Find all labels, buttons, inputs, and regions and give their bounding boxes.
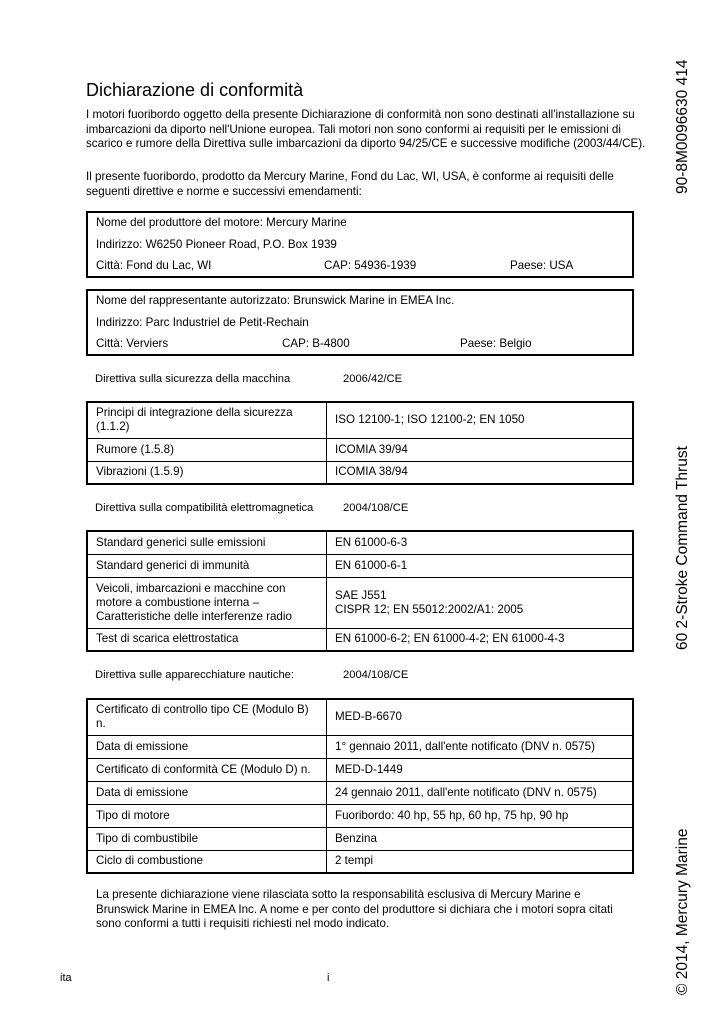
table-cell: Tipo di motore: [87, 804, 327, 827]
footer-language: ita: [60, 972, 72, 984]
table-cell: Veicoli, imbarcazioni e macchine con motore a combustione interna – Caratteristiche delle interferenze radio: [87, 577, 327, 628]
directive-1-table: [86, 401, 634, 485]
manufacturer-city-line: [96, 259, 211, 272]
representative-city-line: [96, 337, 168, 350]
table-cell: Ciclo di combustione: [87, 850, 327, 873]
table-cell: Standard generici di immunità: [87, 554, 327, 577]
manufacturer-box: [86, 211, 634, 278]
manufacturer-name-label: Nome del produttore del motore:: [96, 216, 263, 229]
table-cell: SAE J551 CISPR 12; EN 55012:2002/A1: 2005: [327, 577, 634, 628]
table-row: [87, 531, 633, 554]
manufacturer-cap-line: [324, 259, 416, 272]
directive-2-table: [86, 530, 634, 652]
manufacturer-address: W6250 Pioneer Road, P.O. Box 1939: [145, 238, 337, 251]
manufacturer-country-line: [510, 259, 573, 272]
table-row: [87, 402, 633, 438]
directive-3-code: 2004/108/CE: [343, 669, 409, 681]
table-cell: ISO 12100-1; ISO 12100-2; EN 1050: [327, 402, 634, 438]
manufacturer-country: USA: [549, 259, 574, 272]
table-cell: Data di emissione: [87, 781, 327, 804]
directive-1-code: 2006/42/CE: [343, 373, 403, 385]
table-row: [87, 461, 633, 484]
representative-address: Parc Industriel de Petit-Rechain: [145, 316, 309, 329]
side-doc-number: 90-8M0096630 414: [674, 59, 691, 194]
directive-2-name: Direttiva sulla compatibilità elettromagnetica: [95, 502, 314, 514]
table-cell: Certificato di conformità CE (Modulo D) n.: [87, 758, 327, 781]
footer-page-number: i: [327, 972, 330, 984]
intro-paragraph-2: Il presente fuoribordo, prodotto da Mercury Marine, Fond du Lac, WI, USA, è conforme ai requisiti delle seguenti direttive e norme e successivi emendamenti:: [86, 170, 614, 198]
table-row: [87, 577, 633, 628]
table-row: [87, 781, 633, 804]
table-row: [87, 699, 633, 735]
table-cell: Tipo di combustibile: [87, 827, 327, 850]
table-cell: 24 gennaio 2011, dall'ente notificato (DNV n. 0575): [327, 781, 634, 804]
representative-name-line: [96, 294, 454, 307]
representative-cap-line: [282, 337, 350, 350]
representative-box: [86, 289, 634, 356]
table-cell: Principi di integrazione della sicurezza (1.1.2): [87, 402, 327, 438]
manufacturer-address-label: Indirizzo:: [96, 238, 143, 251]
table-cell: 1° gennaio 2011, dall'ente notificato (DNV n. 0575): [327, 735, 634, 758]
table-cell: Standard generici sulle emissioni: [87, 531, 327, 554]
side-product-name: 60 2-Stroke Command Thrust: [674, 446, 691, 650]
closing-statement: La presente dichiarazione viene rilasciata sotto la responsabilità esclusiva di Mercury Marine e Brunswick Marine in EMEA Inc. A nome e per conto del produttore si dichiara che i motori sopra citati sono conformi a tutti i requisiti richiesti nel modo indicato.: [96, 888, 613, 930]
table-row: [87, 758, 633, 781]
table-cell: Data di emissione: [87, 735, 327, 758]
manufacturer-address-line: [96, 238, 337, 251]
manufacturer-city: Fond du Lac, WI: [126, 259, 212, 272]
manufacturer-cap-label: CAP:: [324, 259, 352, 272]
table-cell: Fuoribordo: 40 hp, 55 hp, 60 hp, 75 hp, 90 hp: [327, 804, 634, 827]
table-cell: EN 61000-6-2; EN 61000-4-2; EN 61000-4-3: [327, 628, 634, 651]
representative-city: Verviers: [126, 337, 169, 350]
table-row: [87, 804, 633, 827]
representative-name: Brunswick Marine in EMEA Inc.: [293, 294, 455, 307]
table-row: [87, 735, 633, 758]
representative-address-label: Indirizzo:: [96, 316, 143, 329]
representative-country-label: Paese:: [460, 337, 497, 350]
table-cell: Test di scarica elettrostatica: [87, 628, 327, 651]
table-cell: ICOMIA 38/94: [327, 461, 634, 484]
table-cell: EN 61000-6-3: [327, 531, 634, 554]
intro-paragraph-1: I motori fuoribordo oggetto della presente Dichiarazione di conformità non sono destinati all'installazione su imbarcazioni da diporto nell'Unione europea. Tali motori non sono conformi ai requisiti per le emissioni di scarico e rumore della Direttiva sulle imbarcazioni da diporto 94/25/CE e successive modifiche (2003/44/CE).: [86, 108, 646, 150]
manufacturer-name: Mercury Marine: [266, 216, 347, 229]
table-cell: Benzina: [327, 827, 634, 850]
table-row: [87, 554, 633, 577]
table-row: [87, 628, 633, 651]
table-cell: ICOMIA 39/94: [327, 438, 634, 461]
page-title: Dichiarazione di conformità: [86, 80, 304, 100]
representative-address-line: [96, 316, 309, 329]
table-cell: 2 tempi: [327, 850, 634, 873]
table-row: [87, 850, 633, 873]
representative-name-label: Nome del rappresentante autorizzato:: [96, 294, 290, 307]
table-cell: Vibrazioni (1.5.9): [87, 461, 327, 484]
table-cell: Rumore (1.5.8): [87, 438, 327, 461]
representative-city-label: Città:: [96, 337, 124, 350]
representative-cap: B-4800: [312, 337, 350, 350]
table-row: [87, 827, 633, 850]
manufacturer-name-line: [96, 216, 347, 229]
table-cell: MED-B-6670: [327, 699, 634, 735]
table-cell: Certificato di controllo tipo CE (Modulo B) n.: [87, 699, 327, 735]
manufacturer-city-label: Città:: [96, 259, 124, 272]
manufacturer-country-label: Paese:: [510, 259, 547, 272]
manufacturer-cap: 54936-1939: [354, 259, 417, 272]
table-cell: MED-D-1449: [327, 758, 634, 781]
directive-3-name: Direttiva sulle apparecchiature nautiche:: [95, 669, 294, 681]
side-copyright: © 2014, Mercury Marine: [674, 828, 691, 995]
directive-3-table: [86, 698, 634, 874]
representative-country-line: [460, 337, 532, 350]
representative-cap-label: CAP:: [282, 337, 310, 350]
table-row: [87, 438, 633, 461]
directive-1-name: Direttiva sulla sicurezza della macchina: [95, 373, 291, 385]
table-cell: EN 61000-6-1: [327, 554, 634, 577]
representative-country: Belgio: [499, 337, 532, 350]
directive-2-code: 2004/108/CE: [343, 502, 409, 514]
